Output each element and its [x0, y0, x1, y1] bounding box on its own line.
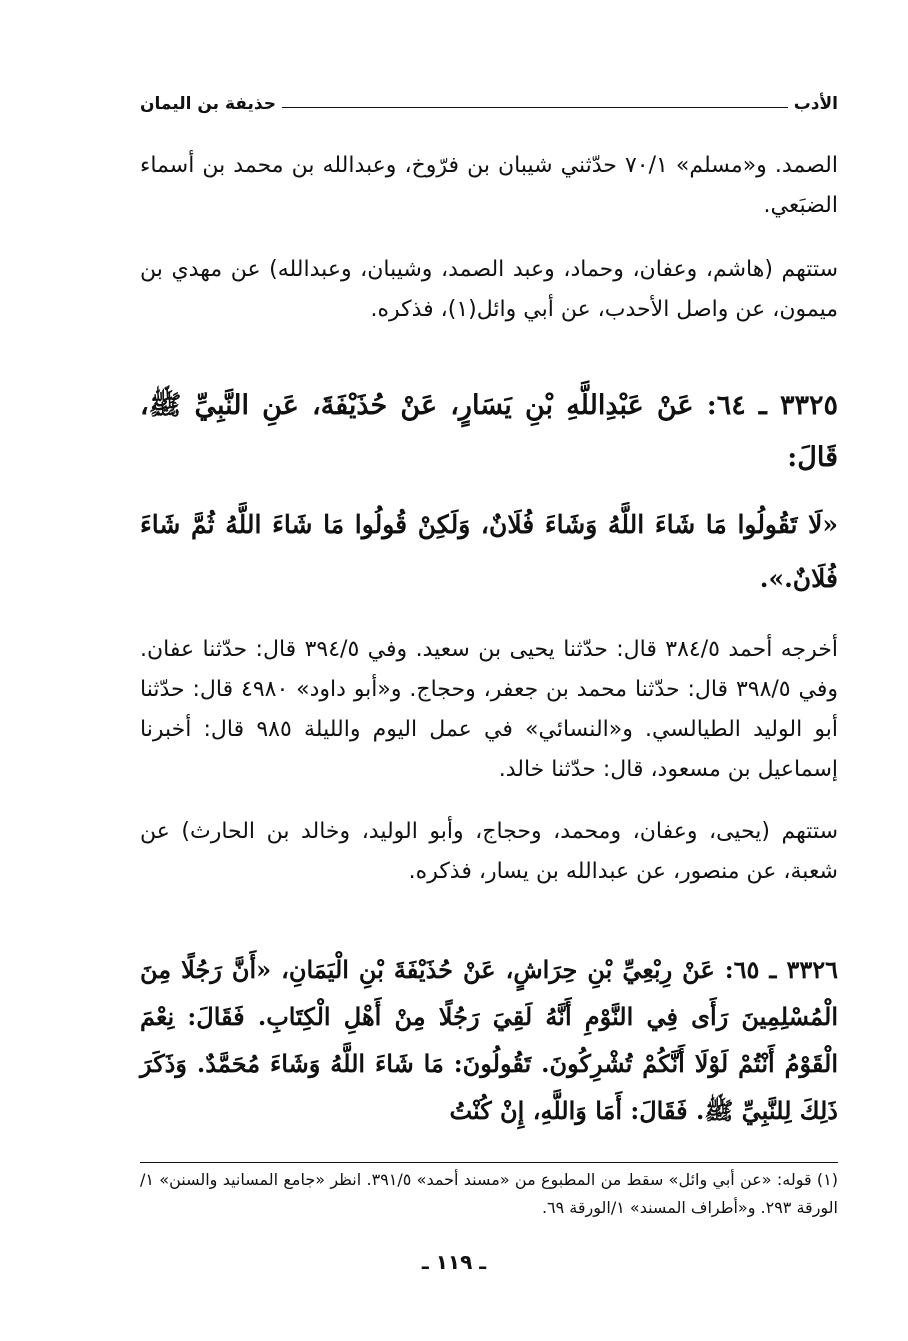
hadith-3326-text: ٣٣٢٦ ـ ٦٥: عَنْ رِبْعِيِّ بْنِ حِرَاشٍ، عَنْ حُذَيْفَةَ بْنِ الْيَمَانِ، «أَنَّ رَجُلًا مِنَ الْمُسْلِمِينَ رَأَى فِي النَّوْمِ أَنَّهُ لَقِيَ رَجُلًا مِنْ أَهْلِ الْكِتَابِ. فَقَالَ: نِعْمَ الْقَوْمُ أَنْتُمْ لَوْلَا أَنَّكُمْ تُشْرِكُونَ. تَقُولُونَ: مَا شَاءَ اللَّهُ وَشَاءَ مُحَمَّدٌ. وَذَكَرَ ذَلِكَ لِلنَّبِيِّ ﷺ. فَقَالَ: أَمَا وَاللَّهِ، إِنْ كُنْتُ [140, 955, 838, 1125]
running-header [140, 88, 838, 114]
paragraph-chain-summary-2: ستتهم (يحيى، وعفان، ومحمد، وحجاج، وأبو الوليد، وخالد بن الحارث) عن شعبة، عن منصور، عن عبدالله بن يسار، فذكره. [140, 819, 838, 884]
paragraph-takhrij: أخرجه أحمد ٣٨٤/٥ قال: حدّثنا يحيى بن سعيد. وفي ٣٩٤/٥ قال: حدّثنا عفان. وفي ٣٩٨/٥ قال: حدّثنا محمد بن جعفر، وحجاج. و«أبو داود» ٤٩٨٠ قال: حدّثنا أبو الوليد الطيالسي. و«النسائي» في عمل اليوم والليلة ٩٨٥ قال: أخبرنا إسماعيل بن مسعود، قال: حدّثنا خالد. [140, 637, 838, 782]
header-section: حذيفة بن اليمان [140, 94, 276, 114]
footnote-separator [140, 1162, 838, 1163]
header-rule [282, 107, 788, 108]
page-number: ـ ١١٩ ـ [421, 1250, 487, 1274]
paragraph-chain-summary: ستتهم (هاشم، وعفان، وحماد، وعبد الصمد، وشيبان، وعبدالله) عن مهدي بن ميمون، عن واصل الأحدب، عن أبي وائل(١)، فذكره. [140, 257, 838, 322]
paragraph-source-continuation: الصمد. و«مسلم» ٧٠/١ حدّثني شيبان بن فرّوخ، وعبدالله بن محمد بن أسماء الضبَعي. [140, 153, 838, 218]
hadith-3325-heading: ٣٣٢٥ ـ ٦٤: عَنْ عَبْدِاللَّهِ بْنِ يَسَارٍ، عَنْ حُذَيْفَةَ، عَنِ النَّبِيِّ ﷺ، قَالَ: [140, 390, 838, 473]
hadith-3325-text: «لَا تَقُولُوا مَا شَاءَ اللَّهُ وَشَاءَ فُلَانٌ، وَلَكِنْ قُولُوا مَا شَاءَ اللَّهُ ثُمَّ شَاءَ فُلَانٌ.». [140, 510, 838, 593]
footnote-1: (١) قوله: «عن أبي وائل» سقط من المطبوع من «مسند أحمد» ٣٩١/٥. انظر «جامع المسانيد والسنن» ١/الورقة ٢٩٣. و«أطراف المسند» ١/الورقة ٦٩. [140, 1170, 838, 1217]
header-chapter: الأدب [793, 94, 838, 114]
